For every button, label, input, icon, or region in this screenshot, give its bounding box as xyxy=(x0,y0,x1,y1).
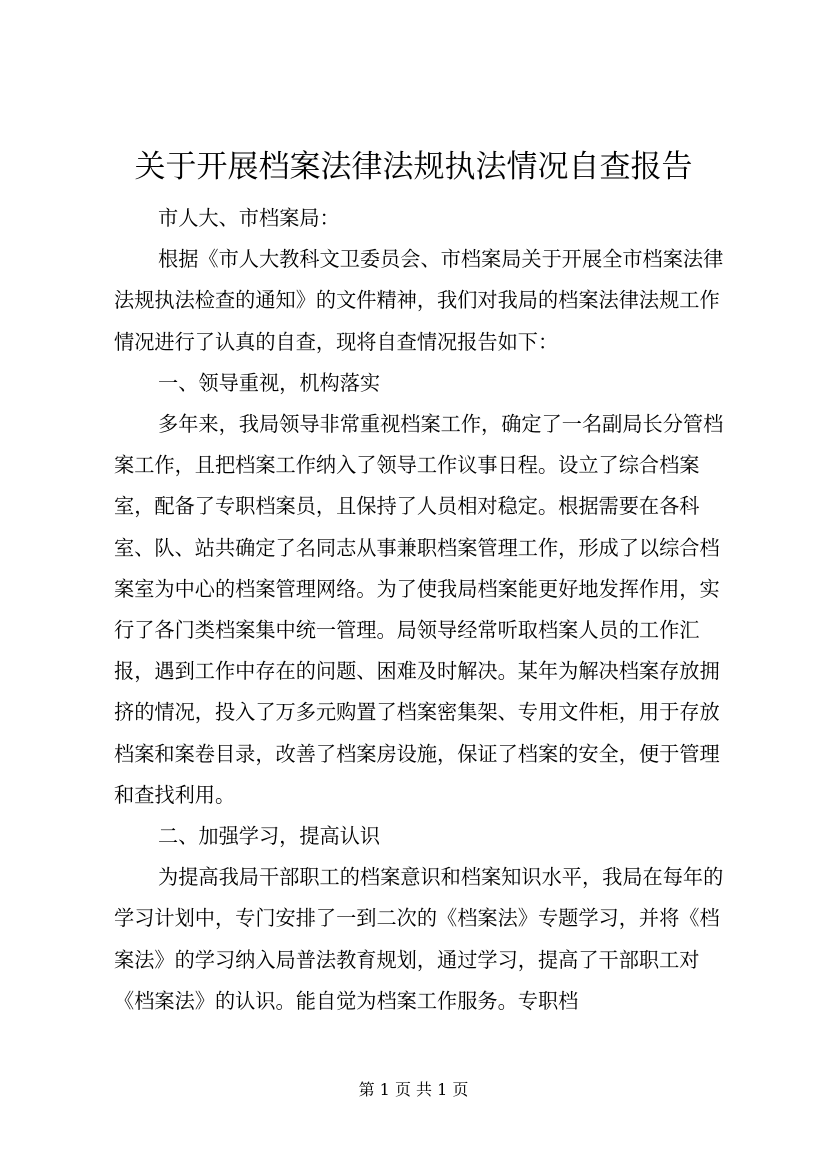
section-1-paragraph: 多年来，我局领导非常重视档案工作，确定了一名副局长分管档案工作，且把档案工作纳入了领导工作议事日程。设立了综合档案室，配备了专职档案员，且保持了人员相对稳定。根据需要在各科室、队、站共确定了名同志从事兼职档案管理工作，形成了以综合档案室为中心的档案管理网络。为了使我局档案能更好地发挥作用，实行了各门类档案集中统一管理。局领导经常听取档案人员的工作汇报，遇到工作中存在的问题、困难及时解决。某年为解决档案存放拥挤的情况，投入了万多元购置了档案密集架、专用文件柜，用于存放档案和案卷目录，改善了档案房设施，保证了档案的安全，便于管理和查找利用。 xyxy=(114,412,724,807)
salutation: 市人大、市档案局： xyxy=(158,206,340,230)
section-1-heading: 一、领导重视，机构落实 xyxy=(158,370,381,395)
document-title: 关于开展档案法律法规执法情况自查报告 xyxy=(134,149,693,185)
intro-paragraph: 根据《市人大教科文卫委员会、市档案局关于开展全市档案法律法规执法检查的通知》的文件精神，我们对我局的档案法律法规工作情况进行了认真的自查，现将自查情况报告如下： xyxy=(114,247,724,354)
section-2-heading: 二、加强学习，提高认识 xyxy=(158,824,381,849)
section-2-paragraph: 为提高我局干部职工的档案意识和档案知识水平，我局在每年的学习计划中，专门安排了一到二次的《档案法》专题学习，并将《档案法》的学习纳入局普法教育规划，通过学习，提高了干部职工对《档案法》的认识。能自觉为档案工作服务。专职档 xyxy=(114,865,724,1013)
document-body xyxy=(114,198,734,1022)
page-number-footer: 第 1 页 共 1 页 xyxy=(358,1080,469,1099)
